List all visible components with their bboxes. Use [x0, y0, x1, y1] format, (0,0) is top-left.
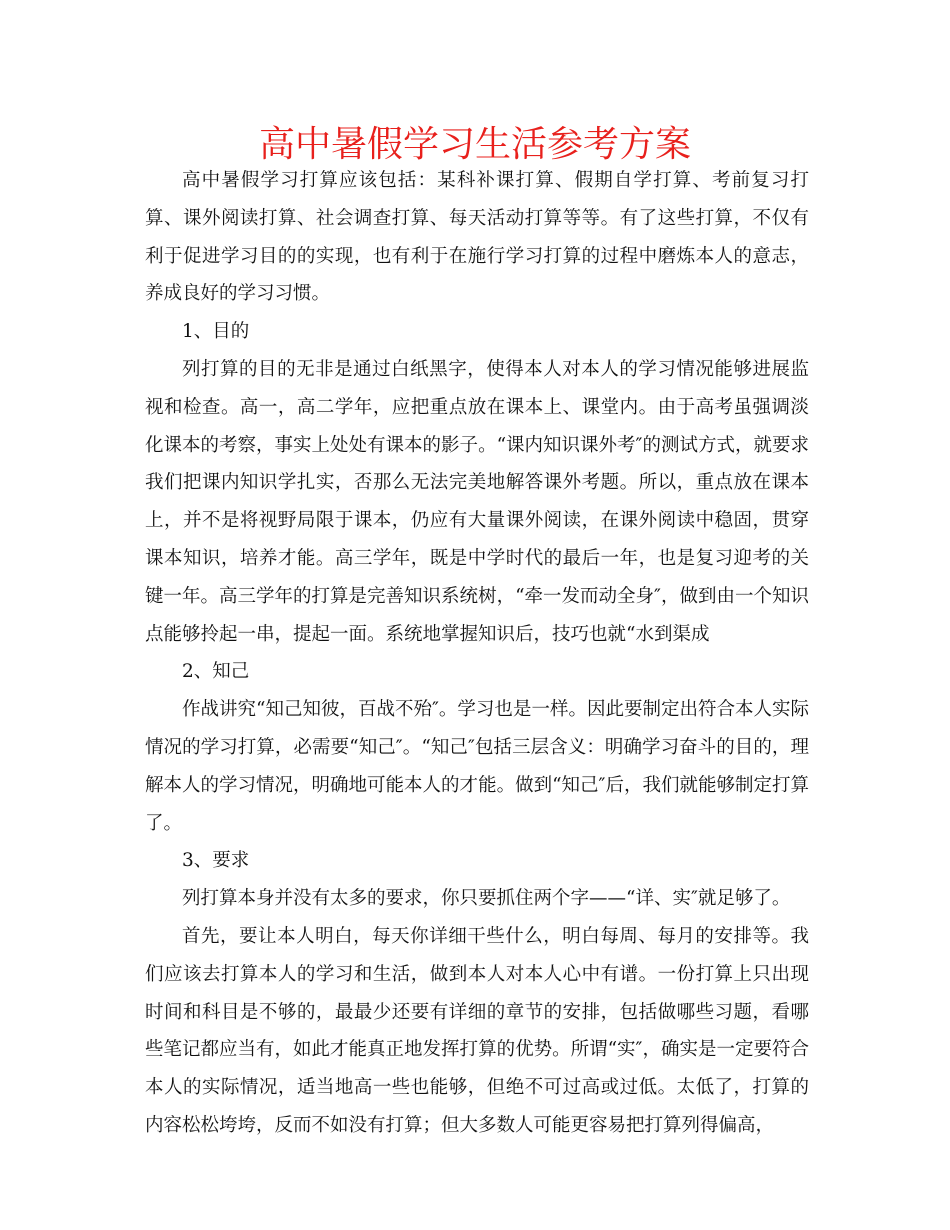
detail-paragraph: 首先，要让本人明白，每天你详细干些什么，明白每周、每月的安排等。我们应该去打算本人的学习和生活，做到本人对本人心中有谱。一份打算上只出现时间和科目是不够的，最最少还要有详细的章节的安排，包括做哪些习题，看哪些笔记都应当有，如此才能真正地发挥打算的优势。所谓“实″，确实是一定要符合本人的实际情况，适当地高一些也能够，但绝不可过高或过低。太低了，打算的内容松松垮垮，反而不如没有打算；但大多数人可能更容易把打算列得偏高， — [145, 925, 809, 1136]
document-body — [145, 162, 809, 1145]
purpose-paragraph: 列打算的目的无非是通过白纸黑字，使得本人对本人的学习情况能够进展监视和检查。高一，高二学年，应把重点放在课本上、课堂内。由于高考虽强调淡化课本的考察，事实上处处有课本的影子。“课内知识课外考″的测试方式，就要求我们把课内知识学扎实，否那么无法完美地解答课外考题。所以，重点放在课本上，并不是将视野局限于课本，仍应有大量课外阅读，在课外阅读中稳固，贯穿课本知识，培养才能。高三学年，既是中学时代的最后一年，也是复习迎考的关键一年。高三学年的打算是完善知识系统树，“牵一发而动全身″，做到由一个知识点能够拎起一串，提起一面。系统地掌握知识后，技巧也就“水到渠成 — [145, 358, 809, 645]
section-heading-purpose: 1、目的 — [182, 321, 250, 343]
requirements-paragraph: 列打算本身并没有太多的要求，你只要抓住两个字——“详、实″就足够了。 — [182, 888, 791, 910]
intro-paragraph: 高中暑假学习打算应该包括：某科补课打算、假期自学打算、考前复习打算、课外阅读打算、社会调查打算、每天活动打算等等。有了这些打算，不仅有利于促进学习目的的实现，也有利于在施行学习打算的过程中磨炼本人的意志，养成良好的学习习惯。 — [145, 170, 809, 305]
document-title: 高中暑假学习生活参考方案 — [258, 124, 691, 165]
section-heading-requirements: 3、要求 — [182, 850, 250, 872]
section-heading-self-knowledge: 2、知己 — [182, 661, 250, 683]
self-knowledge-paragraph: 作战讲究“知己知彼，百战不殆″。学习也是一样。因此要制定出符合本人实际情况的学习打算，必需要“知己″。“知己″包括三层含义：明确学习奋斗的目的，理解本人的学习情况，明确地可能本人的才能。做到“知己″后，我们就能够制定打算了。 — [145, 699, 809, 834]
